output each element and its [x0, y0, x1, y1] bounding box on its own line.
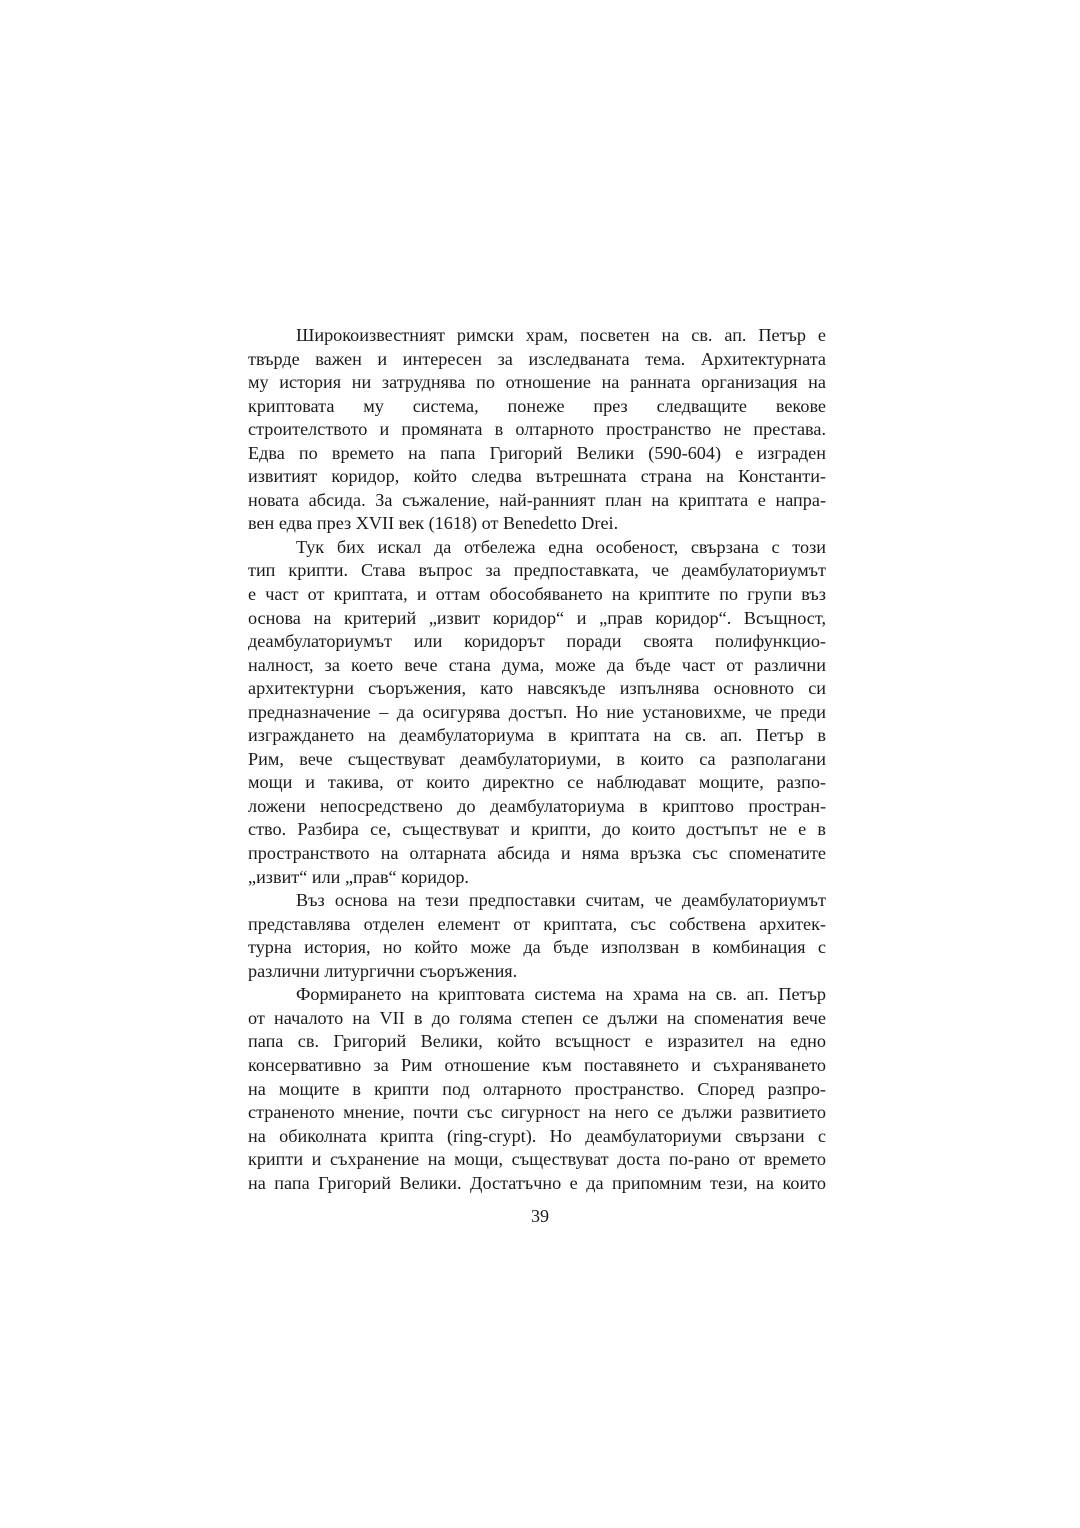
text-line: Рим, вече съществуват деамбулаториуми, в които са разполагани	[248, 748, 826, 769]
text-line: криптовата му система, понеже през следващите векове	[248, 395, 826, 416]
text-line: Едва по времето на папа Григорий Велики (590-604) е изграден	[248, 442, 826, 463]
text-line: различни литургични съоръжения.	[248, 960, 518, 981]
text-line: папа св. Григорий Велики, който всъщност е изразител на едно	[248, 1031, 826, 1052]
text-line: страненото мнение, почти със сигурност на него се дължи развитието	[248, 1102, 826, 1123]
text-line: ложени непосредствено до деамбулаториума в криптово простран-	[248, 795, 826, 816]
text-line: мощи и такива, от които директно се наблюдават мощите, разпо-	[248, 772, 826, 793]
text-line: основа на критерий „извит коридор“ и „прав коридор“. Всъщност,	[248, 607, 826, 628]
text-line: предназначение – да осигурява достъп. Но ние установихме, че преди	[248, 701, 826, 722]
text-line: е част от криптата, и оттам обособяването на криптите по групи въз	[248, 584, 826, 605]
paragraph	[248, 536, 826, 889]
text-line: на папа Григорий Велики. Достатъчно е да припомним тези, на които	[248, 1172, 826, 1193]
text-line: от началото на VII в до голяма степен се дължи на споменатия вече	[248, 1007, 826, 1028]
paragraph	[248, 324, 826, 536]
text-line: крипти и съхранение на мощи, съществуват доста по-рано от времето	[248, 1149, 826, 1170]
paragraph	[248, 889, 826, 983]
text-line: представлява отделен елемент от криптата, със собствена архитек-	[248, 913, 826, 934]
page-number: 39	[531, 1206, 549, 1226]
text-line: консервативно за Рим отношение към поставянето и съхраняването	[248, 1054, 826, 1075]
text-line: на обиколната крипта (ring-crypt). Но деамбулаториуми свързани с	[248, 1125, 826, 1146]
text-line: Широкоизвестният римски храм, посветен на св. ап. Петър е	[296, 325, 826, 345]
text-line: архитектурни съоръжения, като навсякъде изпълнява основното си	[248, 678, 826, 699]
body-text	[248, 324, 826, 1195]
text-line: ство. Разбира се, съществуват и крипти, до които достъпът не е в	[248, 819, 826, 840]
text-line: строителството и промяната в олтарното пространство не престава.	[248, 419, 826, 440]
text-line: му история ни затруднява по отношение на ранната организация на	[248, 372, 826, 393]
text-line: деамбулаториумът или коридорът поради своята полифункцио-	[248, 631, 826, 652]
paragraph	[248, 983, 826, 1195]
text-line: извитият коридор, който следва вътрешната страна на Константи-	[248, 466, 826, 487]
text-line: вен едва през XVII век (1618) от Benedetto Drei.	[248, 513, 619, 534]
text-line: новата абсида. За съжаление, най-ранният план на криптата е напра-	[248, 489, 826, 510]
text-line: изграждането на деамбулаториума в криптата на св. ап. Петър в	[248, 725, 826, 746]
text-line: Тук бих искал да отбележа една особеност, свързана с този	[296, 536, 826, 557]
text-line: твърде важен и интересен за изследваната тема. Архитектурната	[248, 348, 826, 369]
text-line: турна история, но който може да бъде използван в комбинация с	[248, 937, 826, 958]
text-line: налност, за което вече стана дума, може да бъде част от различни	[248, 654, 826, 675]
text-line: Въз основа на тези предпоставки считам, че деамбулаториумът	[296, 890, 826, 911]
text-line: „извит“ или „прав“ коридор.	[248, 866, 469, 887]
text-line: тип крипти. Става въпрос за предпоставката, че деамбулаториумът	[248, 560, 826, 581]
text-line: на мощите в крипти под олтарното пространство. Според разпро-	[248, 1078, 826, 1099]
text-line: пространството на олтарната абсида и няма връзка със споменатите	[248, 843, 826, 864]
text-line: Формирането на криптовата система на храма на св. ап. Петър	[296, 984, 826, 1005]
